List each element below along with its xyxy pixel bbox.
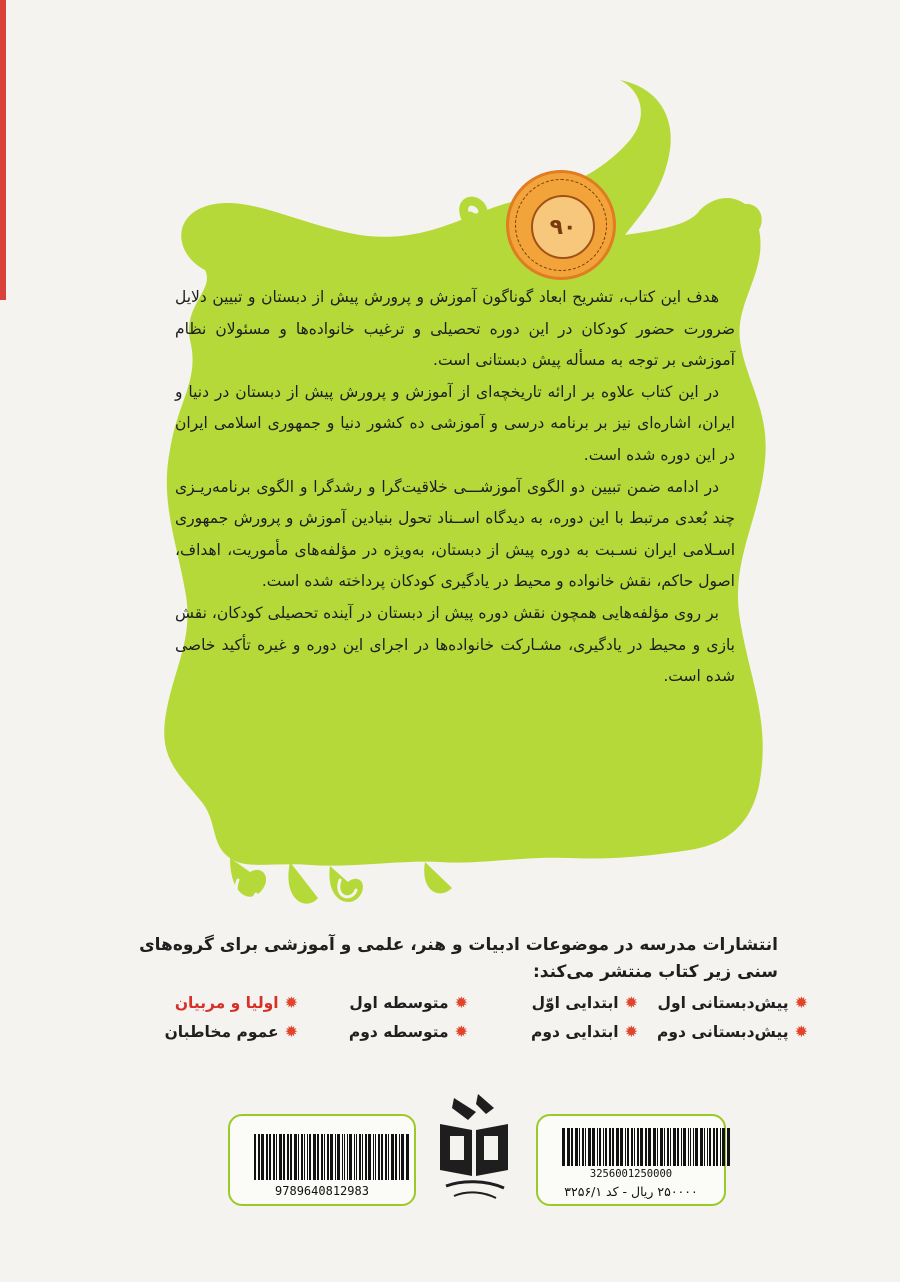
barcode-stripe	[327, 1134, 329, 1180]
category-item	[128, 993, 298, 1012]
barcode-stripe	[575, 1128, 578, 1166]
barcode-stripe	[359, 1134, 361, 1180]
category-label: متوسطه دوم	[348, 1022, 449, 1041]
barcode-stripe	[349, 1134, 352, 1180]
barcode-stripe	[317, 1134, 319, 1180]
description-text	[175, 282, 735, 693]
barcode-stripe	[688, 1128, 689, 1166]
barcode-stripe	[307, 1134, 308, 1180]
barcode-stripe	[667, 1128, 669, 1166]
barcode-stripe	[653, 1128, 656, 1166]
barcode-stripe	[605, 1128, 607, 1166]
barcode-stripe	[381, 1134, 383, 1180]
barcode-stripe	[373, 1134, 374, 1180]
anniversary-seal-icon	[506, 170, 616, 280]
seal-number: ۹۰	[531, 195, 595, 259]
barcode-stripe	[709, 1128, 711, 1166]
barcode-stripe	[677, 1128, 679, 1166]
barcode-stripe	[631, 1128, 633, 1166]
barcode-stripe	[391, 1134, 394, 1180]
category-label: ابتدایی دوم	[531, 1022, 619, 1041]
barcode-stripe	[681, 1128, 682, 1166]
flower-bullet-icon: ✹	[284, 1022, 298, 1041]
barcode-stripe	[727, 1128, 730, 1166]
flower-bullet-icon: ✹	[454, 993, 468, 1012]
barcode-stripe	[720, 1128, 721, 1166]
barcode-stripe	[670, 1128, 671, 1166]
barcode-stripe	[266, 1134, 268, 1180]
category-item	[468, 1022, 638, 1041]
category-item	[298, 993, 468, 1012]
barcode-stripe	[330, 1134, 333, 1180]
barcode-stripe	[301, 1134, 303, 1180]
barcode-stripe	[625, 1128, 626, 1166]
flower-bullet-icon: ✹	[284, 993, 298, 1012]
barcode-stripe	[276, 1134, 277, 1180]
barcode-stripe	[592, 1128, 595, 1166]
barcode-stripe	[261, 1134, 264, 1180]
barcode-stripe	[657, 1128, 658, 1166]
paragraph: بر روی مؤلفه‌هایی همچون نقش دوره پیش از دبستان در آینده تحصیلی کودکان، نقش بازی و محیط در یادگیری، مشـارکت خانواده‌ها در اجرای این دوره و غیره تأکید خاصی شده است.	[175, 603, 735, 686]
barcode-stripe	[634, 1128, 635, 1166]
barcode-stripe	[283, 1134, 285, 1180]
barcode-stripe	[637, 1128, 639, 1166]
barcode-stripe	[399, 1134, 400, 1180]
barcode-stripe	[648, 1128, 651, 1166]
price-barcode-box	[536, 1114, 726, 1206]
flower-bullet-icon: ✹	[624, 1022, 638, 1041]
barcode-stripe	[344, 1134, 345, 1180]
barcode-stripe	[627, 1128, 629, 1166]
barcode-stripe	[713, 1128, 715, 1166]
barcode-stripe	[324, 1134, 325, 1180]
category-label: ابتدایی اوّل	[531, 993, 619, 1012]
barcode-stripe	[664, 1128, 665, 1166]
flower-bullet-icon: ✹	[794, 1022, 808, 1041]
barcode-stripe	[612, 1128, 614, 1166]
barcode-stripe	[388, 1134, 389, 1180]
barcode-stripe	[321, 1134, 323, 1180]
barcode-stripe	[571, 1128, 573, 1166]
barcode-stripe	[395, 1134, 397, 1180]
barcode-stripe	[258, 1134, 260, 1180]
barcode-stripe	[279, 1134, 282, 1180]
barcode-stripe	[356, 1134, 357, 1180]
barcode-stripe	[716, 1128, 718, 1166]
barcode-stripe	[298, 1134, 299, 1180]
category-item	[298, 1022, 468, 1041]
product-number: 3256001250000	[589, 1168, 673, 1180]
barcode-stripe	[585, 1128, 586, 1166]
category-label: پیش‌دبستانی دوم	[656, 1022, 789, 1041]
category-item	[468, 993, 638, 1012]
barcode-stripe	[354, 1134, 355, 1180]
barcode-stripe	[640, 1128, 643, 1166]
paragraph: در ادامه ضمن تبیین دو الگوی آموزشـــی خلاقیت‌گرا و رشدگرا و الگوی برنامه‌ریـزی چند بُعدی مرتبط با این دوره، به دیدگاه اســناد تحول بنیادین آموزش و پرورش جمهوری اسـلامی ایران نسـبت به دوره پیش از دبستان، به‌ویژه در مؤلفه‌های مأموریت، اهداف، اصول حاکم، نقش خانواده و محیط در یادگیری کودکان پرداخته شده است.	[175, 477, 735, 591]
barcode-stripe	[722, 1128, 725, 1166]
barcode-stripe	[365, 1134, 367, 1180]
barcode-stripe	[362, 1134, 363, 1180]
barcode-stripe	[695, 1128, 698, 1166]
flower-bullet-icon: ✹	[794, 993, 808, 1012]
barcode-stripe	[707, 1128, 708, 1166]
isbn-barcode-box	[228, 1114, 416, 1206]
barcode-stripe	[342, 1134, 343, 1180]
barcode-stripe	[673, 1128, 676, 1166]
flower-bullet-icon: ✹	[454, 1022, 468, 1041]
barcode-stripe	[335, 1134, 336, 1180]
barcode-stripe	[368, 1134, 371, 1180]
age-group-list	[128, 993, 808, 1041]
category-item	[128, 1022, 298, 1041]
barcode-stripe	[406, 1134, 409, 1180]
barcode-stripe	[254, 1134, 256, 1180]
category-label: اولیا و مربیان	[174, 993, 279, 1012]
barcode-stripe	[690, 1128, 691, 1166]
barcode-stripe	[582, 1128, 584, 1166]
barcode-stripe	[347, 1134, 348, 1180]
price-code: ۲۵۰۰۰۰ ریال - کد ۳۲۵۶/۱	[564, 1184, 698, 1199]
barcode-stripe	[294, 1134, 297, 1180]
barcode-stripe	[562, 1128, 565, 1166]
barcode-stripe	[620, 1128, 623, 1166]
barcode-stripe	[309, 1134, 311, 1180]
barcode-stripe	[401, 1134, 404, 1180]
barcode-stripe	[693, 1128, 694, 1166]
category-label: پیش‌دبستانی اول	[657, 993, 789, 1012]
barcode-stripe	[273, 1134, 275, 1180]
barcode-stripe	[290, 1134, 292, 1180]
barcode-stripe	[287, 1134, 289, 1180]
paragraph: هدف این کتاب، تشریح ابعاد گوناگون آموزش و پرورش پیش از دبستان و تبیین دلایل ضرورت حضور کودکان در این دوره تحصیلی و ترغیب خانواده‌ها و مسئولان نظام آموزشی بر توجه به مسأله پیش دبستانی است.	[175, 288, 735, 370]
isbn-number: 9789640812983	[275, 1184, 369, 1198]
barcode-stripe	[609, 1128, 611, 1166]
flower-bullet-icon: ✹	[624, 993, 638, 1012]
barcode-stripe	[385, 1134, 387, 1180]
barcode-stripe	[375, 1134, 376, 1180]
category-item	[638, 993, 808, 1012]
category-label: متوسطه اول	[349, 993, 449, 1012]
barcode-stripe	[304, 1134, 305, 1180]
barcode-stripe	[378, 1134, 380, 1180]
barcode-stripe	[597, 1128, 598, 1166]
barcode-stripe	[599, 1128, 601, 1166]
barcode-stripe	[313, 1134, 316, 1180]
barcode-stripe	[645, 1128, 647, 1166]
isbn-barcode-icon	[254, 1134, 409, 1180]
barcode-stripe	[616, 1128, 619, 1166]
publisher-logo-icon	[432, 1090, 516, 1202]
publisher-intro: انتشارات مدرسه در موضوعات ادبیات و هنر، علمی و آموزشی برای گروه‌های سنی زیر کتاب منتشر می‌کند:	[139, 935, 778, 982]
barcode-stripe	[269, 1134, 271, 1180]
barcode-stripe	[588, 1128, 591, 1166]
barcode-stripe	[567, 1128, 570, 1166]
barcode-stripe	[660, 1128, 663, 1166]
product-barcode-icon	[562, 1128, 730, 1166]
barcode-stripe	[579, 1128, 580, 1166]
barcode-stripe	[603, 1128, 604, 1166]
category-item	[638, 1022, 808, 1041]
barcode-stripe	[337, 1134, 340, 1180]
barcode-stripe	[700, 1128, 703, 1166]
category-label: عموم مخاطبان	[164, 1022, 279, 1041]
barcode-stripe	[704, 1128, 705, 1166]
paragraph: در این کتاب علاوه بر ارائه تاریخچه‌ای از آموزش و پرورش پیش از دبستان در دنیا و ایران، اشاره‌ای نیز بر برنامه درسی و آموزشی ده کشور دنیا و جمهوری اسلامی ایران در این دوره شده است.	[175, 382, 735, 464]
barcode-stripe	[683, 1128, 686, 1166]
